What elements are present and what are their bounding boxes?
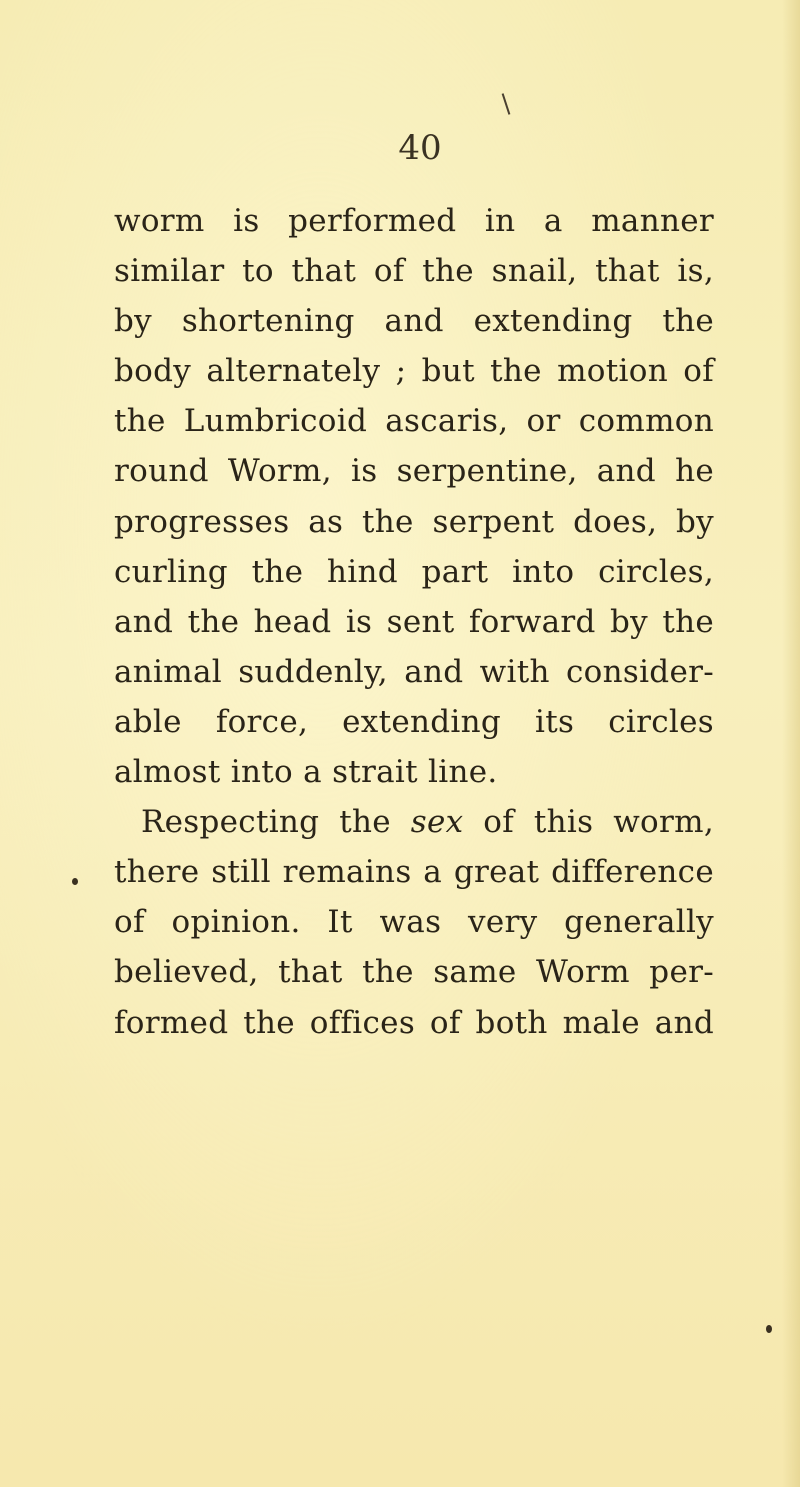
text-line: formed the offices of both male and xyxy=(114,1004,714,1041)
text-run: Respecting the xyxy=(141,804,411,841)
text-line: round Worm, is serpentine, and he xyxy=(114,453,714,490)
page-edge xyxy=(782,0,800,1487)
ink-speck xyxy=(72,878,78,885)
paragraph-first-line xyxy=(114,797,714,847)
text-line: body alternately ; but the motion of xyxy=(114,353,714,390)
ink-speck xyxy=(766,1325,772,1333)
text-line: by shortening and extending the xyxy=(114,303,714,340)
text-line: progresses as the serpent does, by xyxy=(114,503,714,540)
text-line: there still remains a great difference xyxy=(114,854,714,891)
text-line: able force, extending its circles xyxy=(114,703,714,740)
text-line: believed, that the same Worm per- xyxy=(114,954,714,991)
text-line: the Lumbricoid ascaris, or common xyxy=(114,403,714,440)
text-line: similar to that of the snail, that is, xyxy=(114,253,714,290)
italic-word: sex xyxy=(410,804,464,841)
text-line: animal suddenly, and with consider- xyxy=(114,653,714,690)
text-line: curling the hind part into circles, xyxy=(114,553,714,590)
text-run: of this worm, xyxy=(463,804,714,841)
text-line: of opinion. It was very generally xyxy=(114,904,714,941)
text-line: almost into a strait line. xyxy=(114,754,498,791)
text-line: and the head is sent forward by the xyxy=(114,603,714,640)
page-number: 40 xyxy=(398,128,442,168)
text-line: worm is performed in a manner xyxy=(114,203,714,239)
body-text xyxy=(114,196,714,1048)
margin-mark xyxy=(502,93,511,115)
